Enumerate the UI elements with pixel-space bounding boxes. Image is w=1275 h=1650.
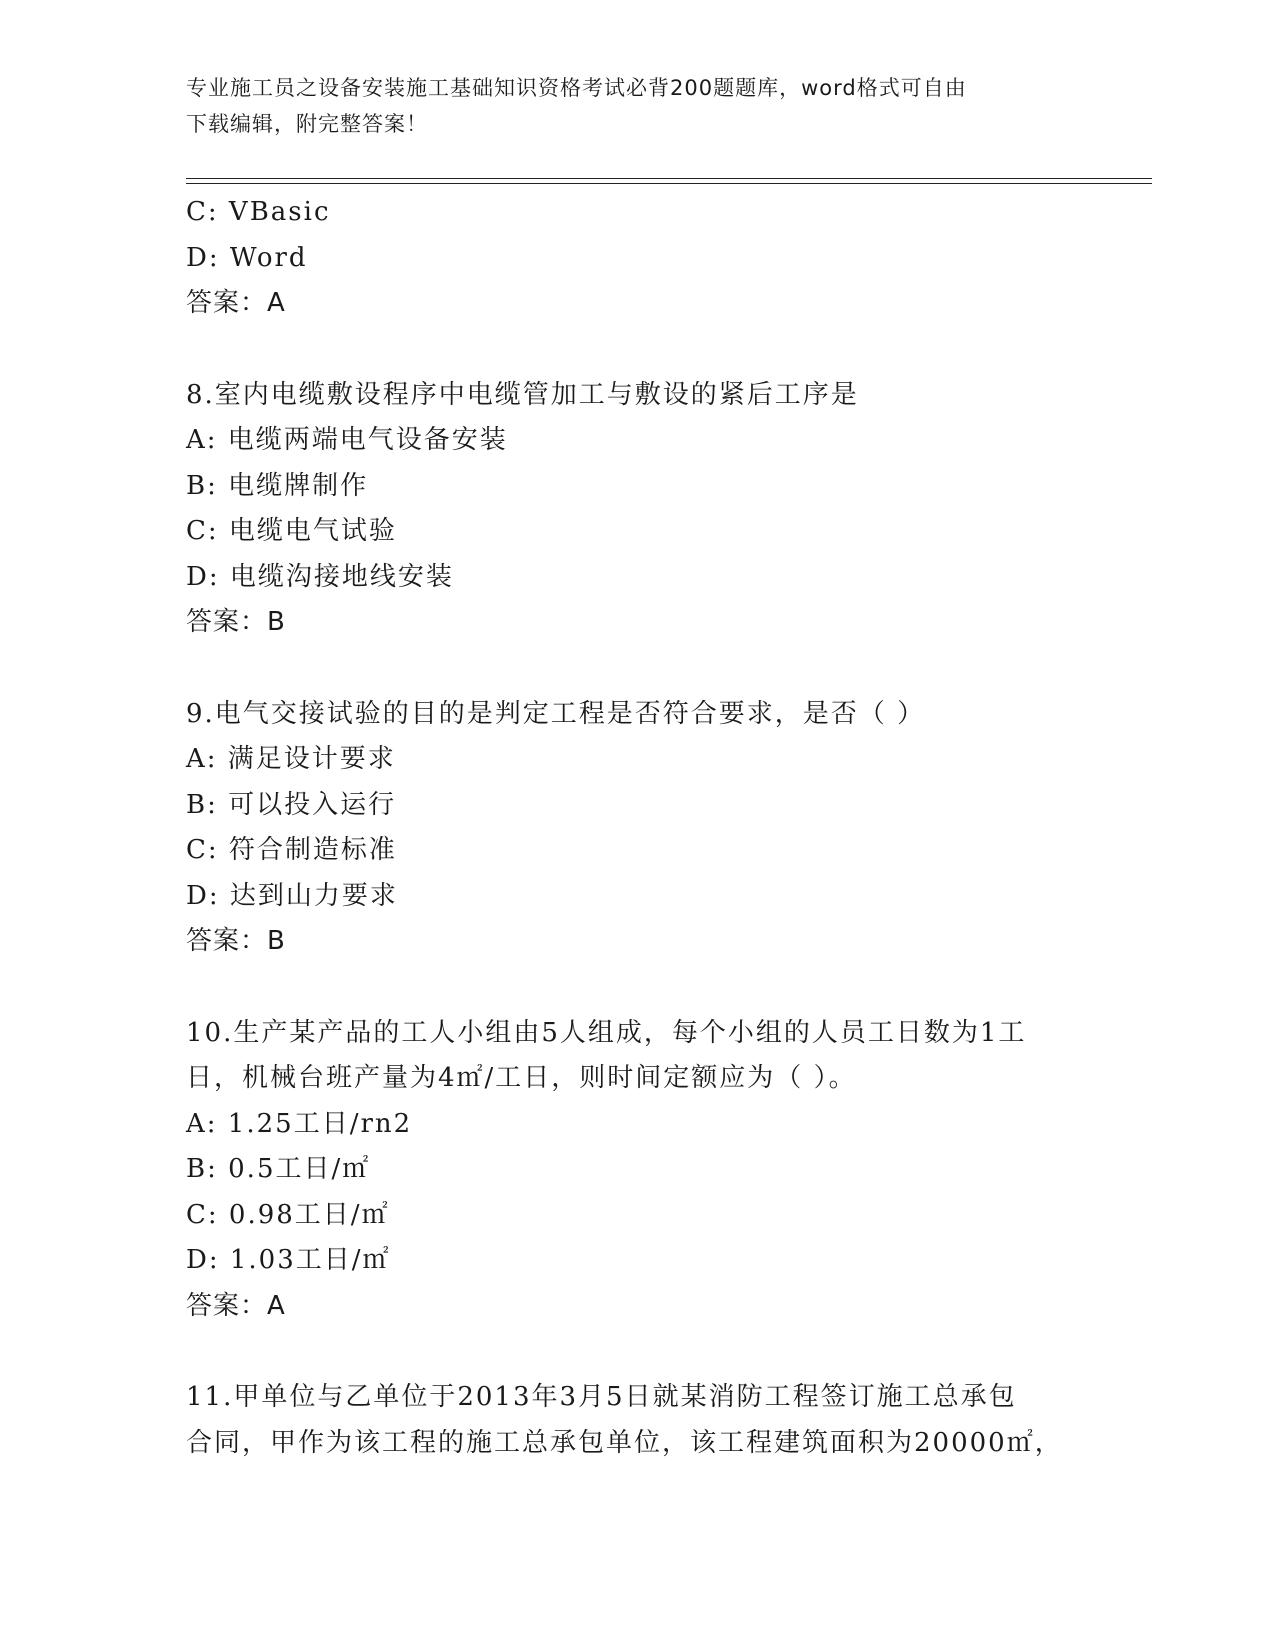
option-a: A: 满足设计要求 — [186, 744, 396, 774]
question-10 — [186, 1011, 1086, 1330]
option-a: A: 电缆两端电气设备安装 — [186, 425, 508, 455]
question-stem-line-1: 10.生产某产品的工人小组由5人组成，每个小组的人员工日数为1工 — [186, 1017, 1027, 1048]
document-header — [186, 70, 1086, 142]
answer: 答案：B — [186, 926, 286, 956]
question-11 — [186, 1375, 1086, 1466]
header-rule-bottom — [186, 183, 1152, 184]
question-stem-line-1: 11.甲单位与乙单位于2013年3月5日就某消防工程签订施工总承包 — [186, 1382, 1017, 1412]
question-8 — [186, 373, 1086, 646]
answer: 答案：B — [186, 607, 286, 637]
header-line-2: 下载编辑，附完整答案！ — [186, 112, 428, 136]
option-d: D: 达到山力要求 — [186, 880, 398, 911]
option-d: D: Word — [186, 242, 308, 273]
question-stem: 9.电气交接试验的目的是判定工程是否符合要求，是否（ ） — [186, 698, 926, 729]
header-line-1: 专业施工员之设备安装施工基础知识资格考试必背200题题库，word格式可自由 — [186, 76, 967, 100]
option-b: B: 0.5工日/㎡ — [186, 1154, 371, 1184]
option-b: B: 电缆牌制作 — [186, 470, 369, 501]
header-rule-top — [186, 178, 1152, 179]
question-7-tail — [186, 190, 1086, 327]
option-d: D: 1.03工日/㎡ — [186, 1245, 391, 1275]
option-b: B: 可以投入运行 — [186, 789, 397, 820]
option-a: A: 1.25工日/rn2 — [186, 1108, 413, 1139]
option-c: C: 0.98工日/㎡ — [186, 1199, 390, 1230]
question-stem: 8.室内电缆敷设程序中电缆管加工与敷设的紧后工序是 — [186, 379, 859, 410]
option-c: C: VBasic — [186, 197, 331, 227]
question-stem-line-2: 日，机械台班产量为4㎡/工日，则时间定额应为（ ）。 — [186, 1063, 857, 1093]
answer: 答案：A — [186, 288, 286, 318]
question-list — [186, 190, 1086, 1466]
question-9 — [186, 692, 1086, 965]
option-c: C: 电缆电气试验 — [186, 516, 397, 546]
answer: 答案：A — [186, 1290, 286, 1321]
option-c: C: 符合制造标准 — [186, 835, 397, 865]
option-d: D: 电缆沟接地线安装 — [186, 561, 454, 592]
question-stem-line-2: 合同，甲作为该工程的施工总承包单位，该工程建筑面积为20000㎡， — [186, 1427, 1063, 1458]
